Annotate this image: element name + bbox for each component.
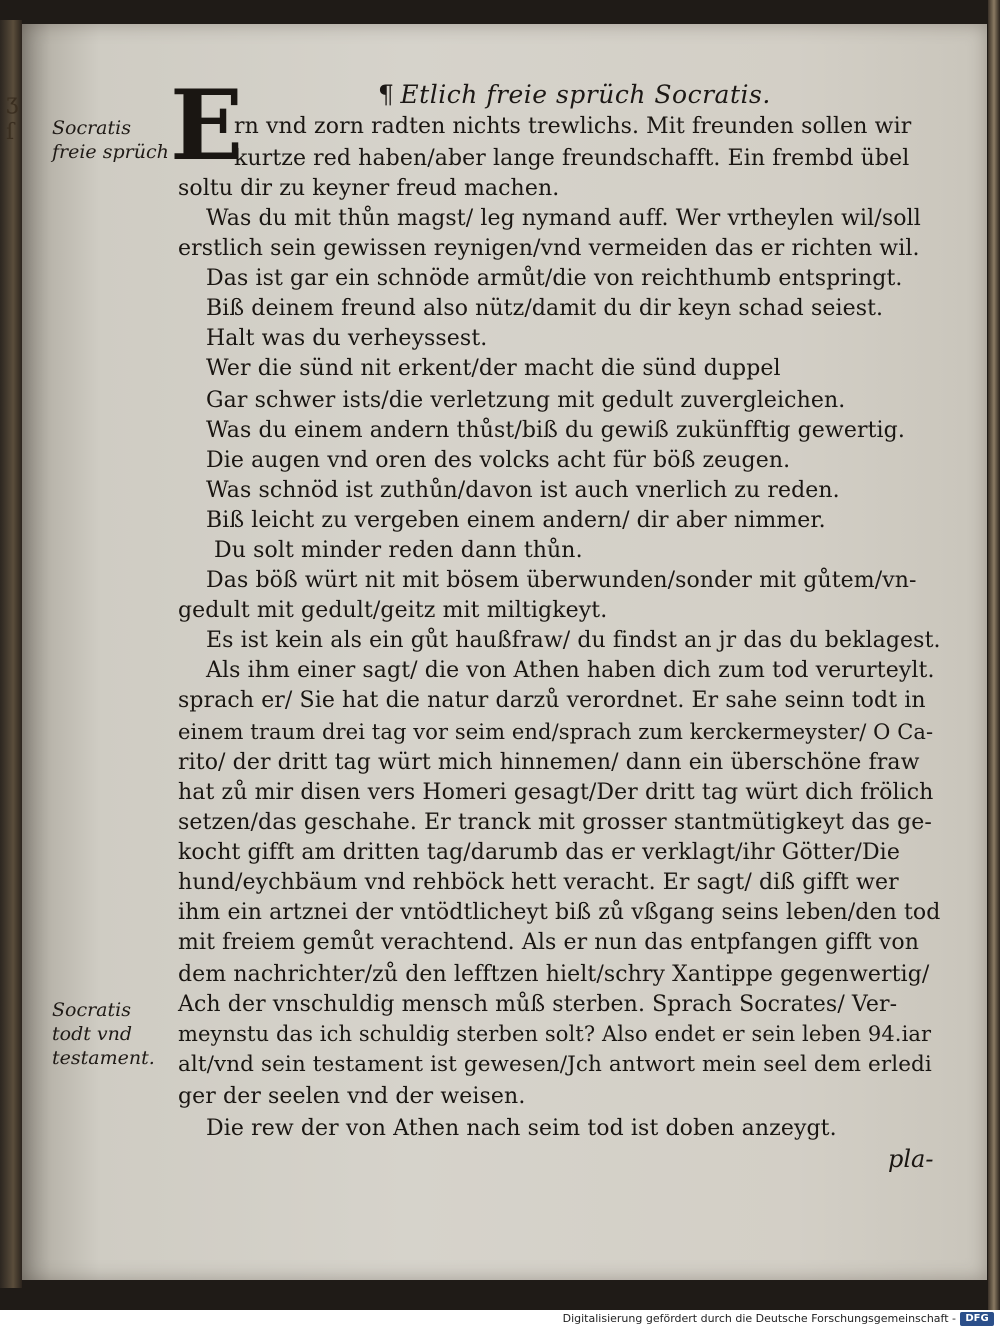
- text-line: dem nachrichter/zů den lefftzen hielt/schry Xantippe gegenwertig/: [178, 962, 930, 987]
- dfg-logo: DFG: [960, 1312, 994, 1326]
- text-line: Wer die sünd nit erkent/der macht die sünd duppel: [206, 356, 781, 381]
- text-line: Die augen vnd oren des volcks acht für böß zeugen.: [206, 448, 791, 473]
- text-line: setzen/das geschahe. Er tranck mit grosser stantmütigkeyt das ge-: [178, 810, 932, 835]
- text-line: meynstu das ich schuldig sterben solt? Also endet er sein leben 94.iar: [178, 1022, 932, 1046]
- text-line: alt/vnd sein testament ist gewesen/Jch antwort mein seel dem erledi: [178, 1052, 932, 1077]
- text-line: Biß deinem freund also nütz/damit du dir keyn schad seiest.: [206, 296, 884, 321]
- catchword: pla-: [888, 1145, 934, 1173]
- text-line: erstlich sein gewissen reynigen/vnd vermeiden das er richten wil.: [178, 236, 920, 261]
- text-line: hund/eychbäum vnd rehböck hett veracht. Er sagt/ diß gifft wer: [178, 870, 899, 895]
- text-line: Gar schwer ists/die verletzung mit gedult zuvergleichen.: [206, 388, 846, 413]
- text-line: sprach er/ Sie hat die natur darzů verordnet. Er sahe seinn todt in: [178, 688, 926, 713]
- text-line: kurtze red haben/aber lange freundschafft. Ein frembd übel: [234, 146, 910, 171]
- text-line: Was du mit thůn magst/ leg nymand auff. Wer vrtheylen wil/soll: [206, 206, 921, 231]
- footer: [0, 1310, 1000, 1329]
- edge-marks: ʒ ſ: [6, 90, 19, 145]
- text-line: Die rew der von Athen nach seim tod ist doben anzeygt.: [206, 1116, 837, 1141]
- text-line: Was schnöd ist zuthůn/davon ist auch vnerlich zu reden.: [206, 478, 840, 503]
- decorated-initial: E: [170, 69, 244, 182]
- text-line: hat zů mir disen vers Homeri gesagt/Der dritt tag würt dich frölich: [178, 780, 934, 805]
- text-line: einem traum drei tag vor seim end/sprach zum kerckermeyster/ O Ca-: [178, 720, 934, 744]
- text-line: rito/ der dritt tag würt mich hinnemen/ dann ein überschöne fraw: [178, 750, 920, 775]
- text-line: mit freiem gemůt verachtend. Als er nun das entpfangen gifft von: [178, 930, 919, 955]
- margin-note-death: Socratis todt vnd testament.: [52, 999, 155, 1069]
- text-line: Halt was du verheyssest.: [206, 326, 488, 351]
- text-line: Biß leicht zu vergeben einem andern/ dir aber nimmer.: [206, 508, 826, 533]
- text-line: Das böß würt nit mit bösem überwunden/sonder mit gůtem/vn-: [206, 568, 917, 593]
- book-spine-edge: [0, 20, 22, 1288]
- text-line: ihm ein artznei der vntödtlicheyt biß zů vßgang seins leben/den tod: [178, 900, 941, 925]
- text-line: Es ist kein als ein gůt haußfraw/ du findst an jr das du beklagest.: [206, 628, 941, 653]
- page-header: [378, 80, 771, 109]
- text-line: rn vnd zorn radten nichts trewlichs. Mit freunden sollen wir: [234, 114, 912, 139]
- header-title: Etlich freie sprüch Socratis.: [400, 80, 771, 109]
- text-line: Das ist gar ein schnöde armůt/die von reichthumb entspringt.: [206, 266, 903, 291]
- text-line: Du solt minder reden dann thůn.: [214, 538, 583, 563]
- text-line: Als ihm einer sagt/ die von Athen haben dich zum tod verurteylt.: [206, 658, 935, 683]
- book-right-edge: [988, 0, 1000, 1310]
- text-line: gedult mit gedult/geitz mit miltigkeyt.: [178, 598, 608, 623]
- text-line: soltu dir zu keyner freud machen.: [178, 176, 560, 201]
- pilcrow-mark: ¶: [378, 80, 395, 109]
- text-line: Ach der vnschuldig mensch můß sterben. Sprach Socrates/ Ver-: [178, 992, 898, 1017]
- funding-note: Digitalisierung gefördert durch die Deutsche Forschungsgemeinschaft -: [562, 1312, 956, 1325]
- text-line: Was du einem andern thůst/biß du gewiß zukünfftig gewertig.: [206, 418, 905, 443]
- text-line: ger der seelen vnd der weisen.: [178, 1084, 526, 1109]
- text-line: kocht gifft am dritten tag/darumb das er verklagt/ihr Götter/Die: [178, 840, 900, 865]
- margin-note-sayings: Socratis freie sprüch: [52, 117, 169, 163]
